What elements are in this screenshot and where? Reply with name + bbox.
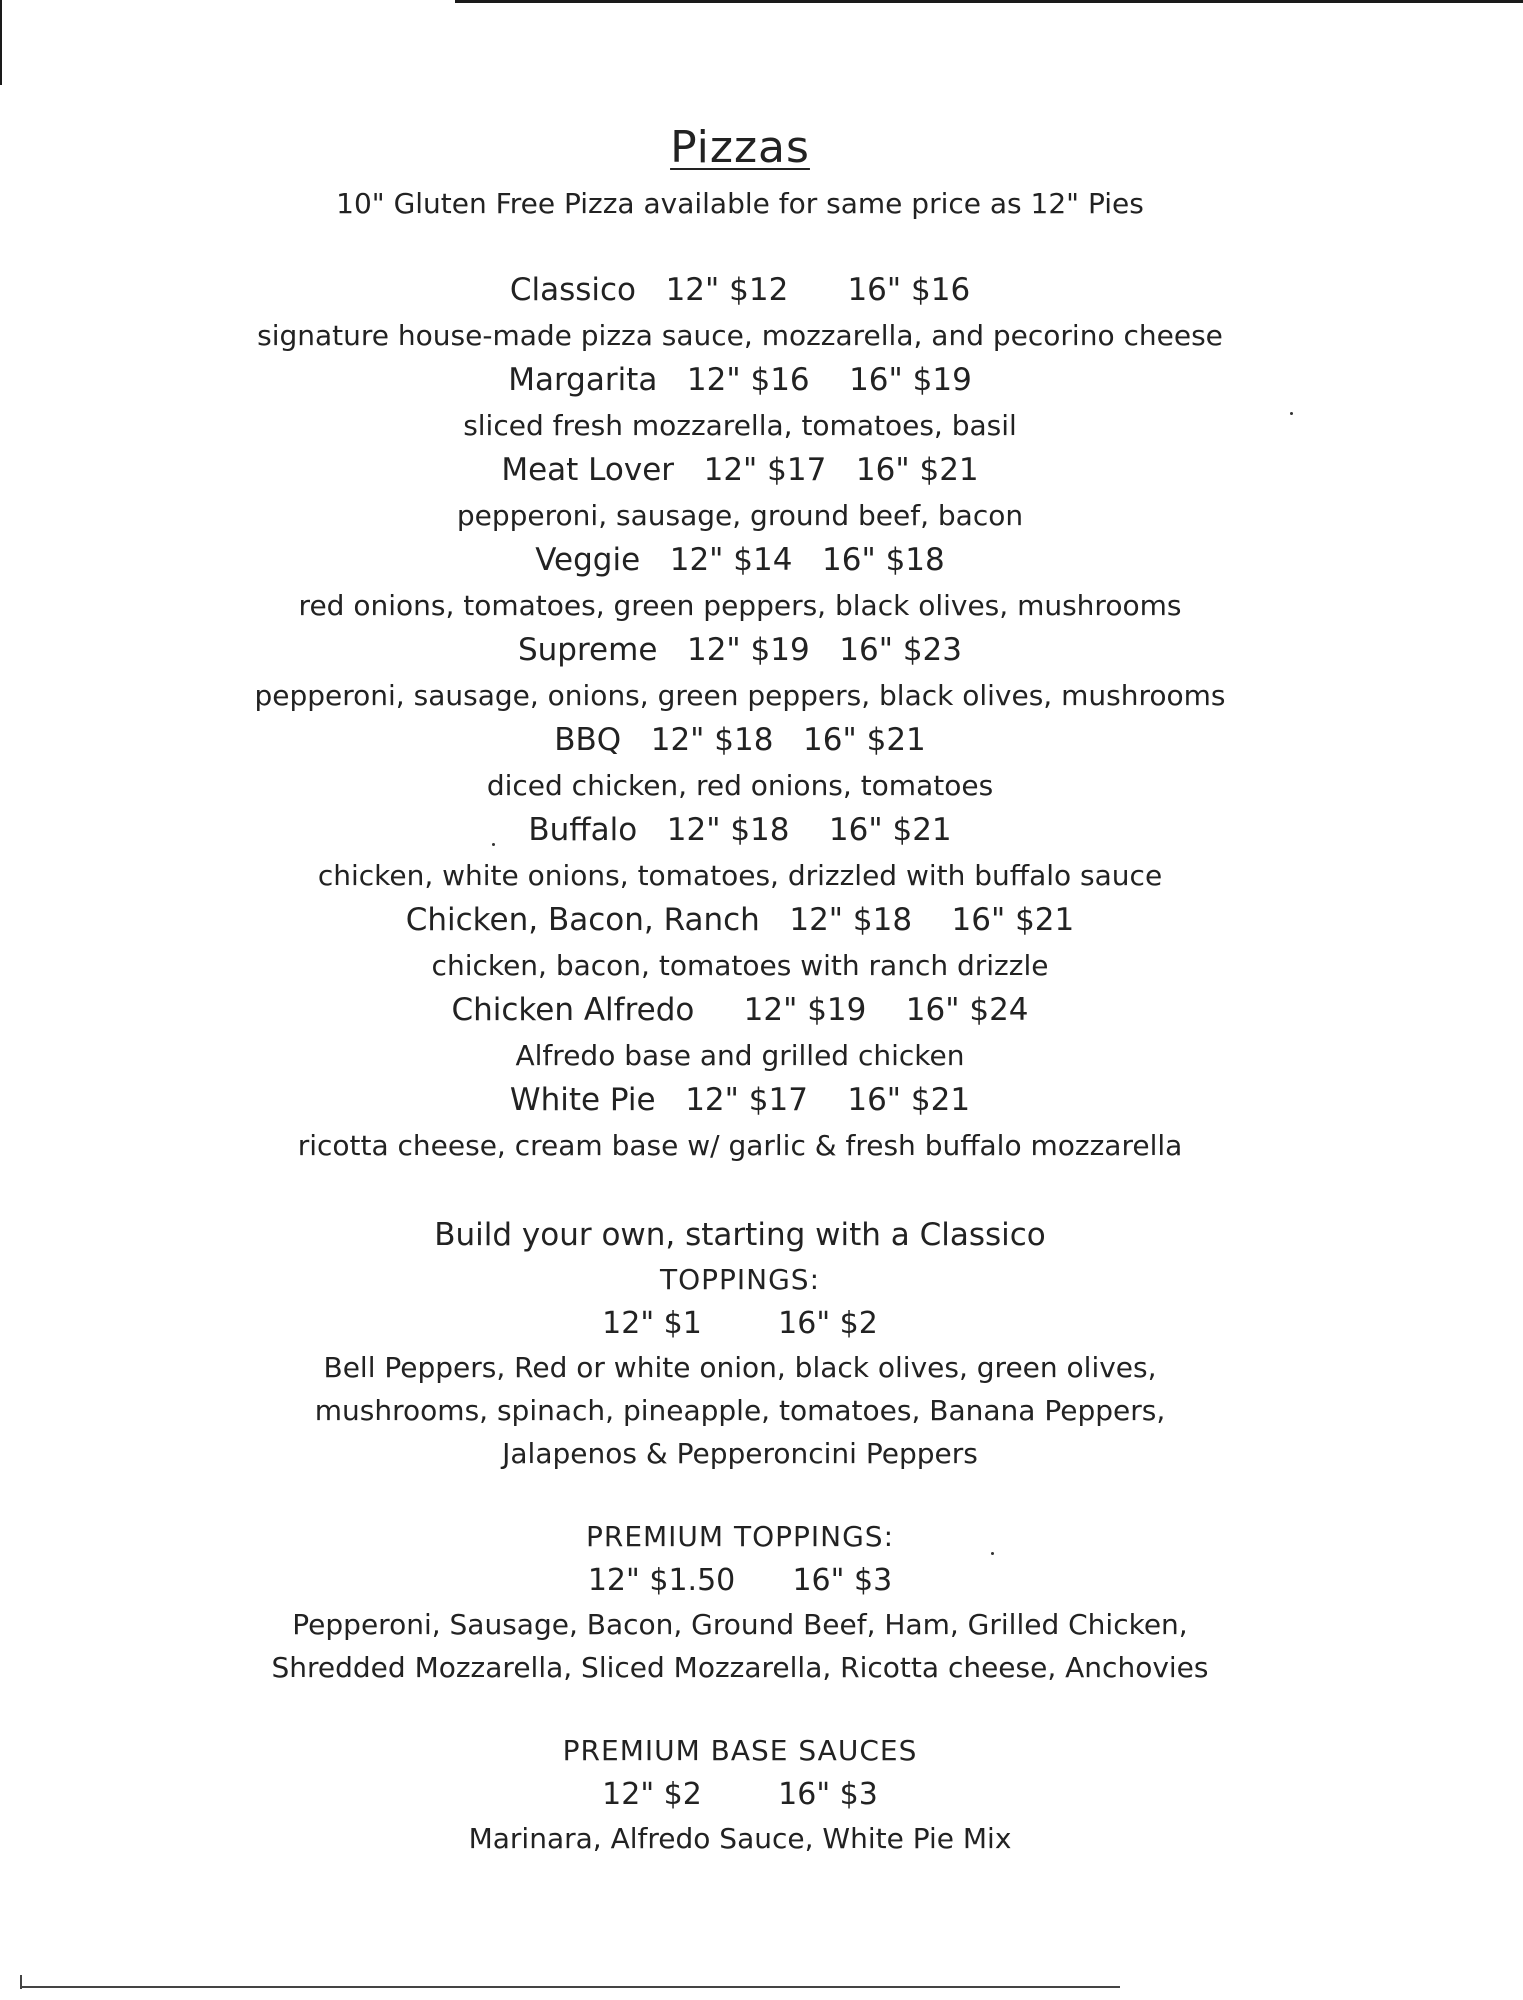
pizza-description: pepperoni, sausage, onions, green peppers, black olives, mushrooms xyxy=(254,679,1226,712)
scan-edge-bottom-corner xyxy=(20,1975,22,1989)
toppings-list-line: Bell Peppers, Red or white onion, black olives, green olives, xyxy=(323,1351,1157,1384)
pizza-item-bbq xyxy=(0,718,1480,808)
build-your-own-section xyxy=(0,1213,1480,1860)
scan-edge-bottom xyxy=(20,1986,1120,1988)
price-16: 16" $3 xyxy=(792,1563,893,1598)
pizza-name: Classico xyxy=(509,272,637,308)
pizza-name: Supreme xyxy=(517,632,658,668)
pizza-item-margarita xyxy=(0,358,1480,448)
toppings-list-line: mushrooms, spinach, pineapple, tomatoes, Banana Peppers, xyxy=(314,1394,1166,1427)
pizza-heading xyxy=(0,538,1480,583)
pizza-description: signature house-made pizza sauce, mozzarella, and pecorino cheese xyxy=(257,319,1223,352)
price-12: 12" $17 xyxy=(685,1082,808,1118)
price-16: 16" $16 xyxy=(847,272,971,308)
pizza-heading xyxy=(0,628,1480,673)
menu-title: Pizzas xyxy=(670,122,810,173)
premium-toppings-label: PREMIUM TOPPINGS: xyxy=(585,1520,895,1553)
premium-toppings-block xyxy=(0,1515,1480,1689)
price-12: 12" $18 xyxy=(789,902,913,938)
pizza-item-supreme xyxy=(0,628,1480,718)
price-16: 16" $21 xyxy=(828,812,952,848)
price-12: 12" $18 xyxy=(650,722,774,758)
price-12: 12" $2 xyxy=(602,1777,702,1812)
price-12: 12" $16 xyxy=(686,362,810,398)
pizza-item-veggie xyxy=(0,538,1480,628)
pizza-name: Buffalo xyxy=(528,812,638,848)
pizza-description: sliced fresh mozzarella, tomatoes, basil xyxy=(463,409,1017,442)
price-12: 12" $18 xyxy=(666,812,790,848)
pizza-name: Chicken Alfredo xyxy=(451,992,695,1028)
pizza-description: ricotta cheese, cream base w/ garlic & fresh buffalo mozzarella xyxy=(297,1129,1183,1162)
pizza-description: diced chicken, red onions, tomatoes xyxy=(486,769,994,802)
pizza-name: BBQ xyxy=(554,722,622,758)
price-12: 12" $1 xyxy=(602,1306,702,1341)
pizza-item-chicken-alfredo xyxy=(0,988,1480,1078)
pizza-description: chicken, white onions, tomatoes, drizzled with buffalo sauce xyxy=(317,859,1163,892)
price-16: 16" $23 xyxy=(839,632,962,668)
pizza-name: Chicken, Bacon, Ranch xyxy=(405,902,760,938)
scan-edge-top xyxy=(455,0,1523,3)
pizza-item-white-pie xyxy=(0,1078,1480,1168)
price-16: 16" $18 xyxy=(822,542,945,578)
pizza-heading xyxy=(0,718,1480,763)
toppings-label: TOPPINGS: xyxy=(659,1263,821,1296)
pizza-name: White Pie xyxy=(509,1082,656,1118)
premium-sauces-block xyxy=(0,1729,1480,1860)
build-your-own-heading: Build your own, starting with a Classico xyxy=(434,1217,1046,1253)
toppings-block xyxy=(0,1258,1480,1475)
pizza-heading xyxy=(0,1078,1480,1123)
price-12: 12" $12 xyxy=(665,272,789,308)
pizza-heading xyxy=(0,988,1480,1033)
toppings-list-line: Jalapenos & Pepperoncini Peppers xyxy=(502,1437,978,1470)
price-12: 12" $19 xyxy=(743,992,867,1028)
pizza-heading xyxy=(0,448,1480,493)
pizza-list xyxy=(0,268,1480,1168)
price-16: 16" $24 xyxy=(905,992,1029,1028)
pizza-item-meat-lover xyxy=(0,448,1480,538)
price-12: 12" $19 xyxy=(686,632,810,668)
scan-edge-left xyxy=(0,0,2,85)
pizza-heading xyxy=(0,268,1480,313)
pizza-name: Meat Lover xyxy=(501,452,675,488)
pizza-description: red onions, tomatoes, green peppers, black olives, mushrooms xyxy=(298,589,1182,622)
price-12: 12" $1.50 xyxy=(587,1563,736,1598)
pizza-menu xyxy=(0,118,1480,1860)
spacer xyxy=(0,1168,1480,1213)
price-16: 16" $21 xyxy=(803,722,926,758)
price-16: 16" $2 xyxy=(778,1306,878,1341)
premium-toppings-list-line: Shredded Mozzarella, Sliced Mozzarella, Ricotta cheese, Anchovies xyxy=(271,1651,1209,1684)
spacer xyxy=(0,1689,1480,1729)
pizza-item-buffalo xyxy=(0,808,1480,898)
pizza-heading xyxy=(0,808,1480,853)
pizza-item-chicken-bacon-ranch xyxy=(0,898,1480,988)
pizza-description: chicken, bacon, tomatoes with ranch drizzle xyxy=(431,949,1049,982)
pizza-item-classico xyxy=(0,268,1480,358)
pizza-heading xyxy=(0,358,1480,403)
premium-toppings-prices xyxy=(0,1558,1480,1603)
pizza-heading xyxy=(0,898,1480,943)
toppings-prices xyxy=(0,1301,1480,1346)
price-12: 12" $17 xyxy=(703,452,827,488)
price-16: 16" $21 xyxy=(855,452,979,488)
price-16: 16" $19 xyxy=(849,362,972,398)
pizza-name: Veggie xyxy=(535,542,641,578)
premium-sauces-prices xyxy=(0,1772,1480,1817)
pizza-name: Margarita xyxy=(508,362,658,398)
gluten-free-note: 10" Gluten Free Pizza available for same price as 12" Pies xyxy=(336,187,1144,220)
spacer xyxy=(0,1475,1480,1515)
pizza-description: Alfredo base and grilled chicken xyxy=(515,1039,965,1072)
price-16: 16" $21 xyxy=(847,1082,971,1118)
price-16: 16" $21 xyxy=(951,902,1075,938)
premium-sauces-label: PREMIUM BASE SAUCES xyxy=(562,1734,918,1767)
premium-toppings-list-line: Pepperoni, Sausage, Bacon, Ground Beef, Ham, Grilled Chicken, xyxy=(292,1608,1188,1641)
premium-sauces-list: Marinara, Alfredo Sauce, White Pie Mix xyxy=(468,1822,1012,1855)
price-16: 16" $3 xyxy=(778,1777,878,1812)
pizza-description: pepperoni, sausage, ground beef, bacon xyxy=(456,499,1024,532)
price-12: 12" $14 xyxy=(669,542,793,578)
